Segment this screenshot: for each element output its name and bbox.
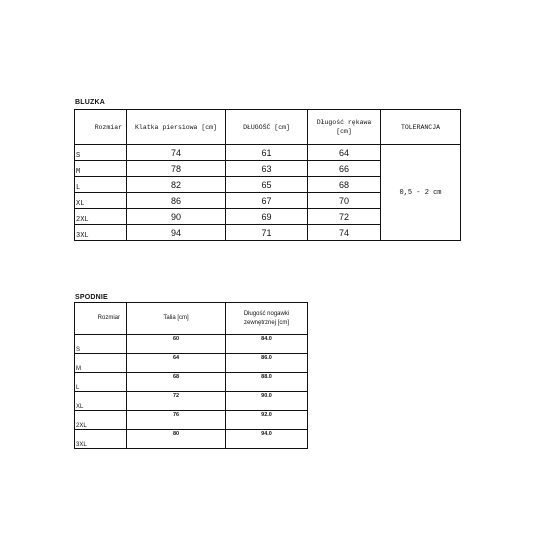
header-size: Rozmiar <box>75 303 127 335</box>
sleeve-cell: 70 <box>308 193 381 209</box>
length-cell: 67 <box>226 193 308 209</box>
length-cell: 63 <box>226 161 308 177</box>
table-row <box>75 430 308 449</box>
waist-cell: 64 <box>127 354 226 373</box>
spodnie-size-table <box>74 302 308 449</box>
bluzka-header-row <box>75 110 461 145</box>
table-row <box>75 392 308 411</box>
table-row <box>75 145 461 161</box>
size-cell: 2XL <box>75 411 127 430</box>
header-chest: Klatka piersiowa [cm] <box>127 110 226 145</box>
sleeve-cell: 64 <box>308 145 381 161</box>
length-cell: 69 <box>226 209 308 225</box>
leg-cell: 94.0 <box>226 430 308 449</box>
waist-cell: 76 <box>127 411 226 430</box>
header-leg-line2: zewnętrznej [cm] <box>243 319 289 326</box>
header-tolerance: TOLERANCJA <box>381 110 461 145</box>
size-cell: L <box>75 177 127 193</box>
sleeve-cell: 66 <box>308 161 381 177</box>
spodnie-header-row <box>75 303 308 335</box>
size-cell: XL <box>75 193 127 209</box>
size-cell: XL <box>75 392 127 411</box>
length-cell: 61 <box>226 145 308 161</box>
size-cell: 3XL <box>75 225 127 241</box>
table-row <box>75 335 308 354</box>
size-cell: L <box>75 373 127 392</box>
size-cell: M <box>75 161 127 177</box>
header-size: Rozmiar <box>75 110 127 145</box>
chest-cell: 78 <box>127 161 226 177</box>
chest-cell: 90 <box>127 209 226 225</box>
bluzka-size-table <box>74 109 461 241</box>
waist-cell: 80 <box>127 430 226 449</box>
length-cell: 71 <box>226 225 308 241</box>
leg-cell: 86.0 <box>226 354 308 373</box>
length-cell: 65 <box>226 177 308 193</box>
header-sleeve <box>308 110 381 145</box>
header-length: DŁUGOŚĆ [cm] <box>226 110 308 145</box>
size-cell: 3XL <box>75 430 127 449</box>
tolerance-cell: 0,5 - 2 cm <box>381 145 461 241</box>
spodnie-section-title: SPODNIE <box>75 294 108 301</box>
leg-cell: 84.0 <box>226 335 308 354</box>
chest-cell: 94 <box>127 225 226 241</box>
waist-cell: 72 <box>127 392 226 411</box>
chest-cell: 82 <box>127 177 226 193</box>
leg-cell: 92.0 <box>226 411 308 430</box>
table-row <box>75 411 308 430</box>
size-cell: S <box>75 145 127 161</box>
waist-cell: 60 <box>127 335 226 354</box>
size-cell: 2XL <box>75 209 127 225</box>
size-cell: M <box>75 354 127 373</box>
table-row <box>75 354 308 373</box>
leg-cell: 90.0 <box>226 392 308 411</box>
sleeve-cell: 74 <box>308 225 381 241</box>
table-row <box>75 373 308 392</box>
waist-cell: 68 <box>127 373 226 392</box>
bluzka-section-title: BLUZKA <box>75 99 105 106</box>
chest-cell: 86 <box>127 193 226 209</box>
header-sleeve-line1: Długość rękawa <box>316 119 372 126</box>
chest-cell: 74 <box>127 145 226 161</box>
header-waist: Talia [cm] <box>127 303 226 335</box>
size-cell: S <box>75 335 127 354</box>
leg-cell: 88.0 <box>226 373 308 392</box>
header-leg <box>226 303 308 335</box>
header-sleeve-line2: [cm] <box>336 128 352 135</box>
header-leg-line1: Długość nogawki <box>243 310 290 317</box>
sleeve-cell: 68 <box>308 177 381 193</box>
sleeve-cell: 72 <box>308 209 381 225</box>
